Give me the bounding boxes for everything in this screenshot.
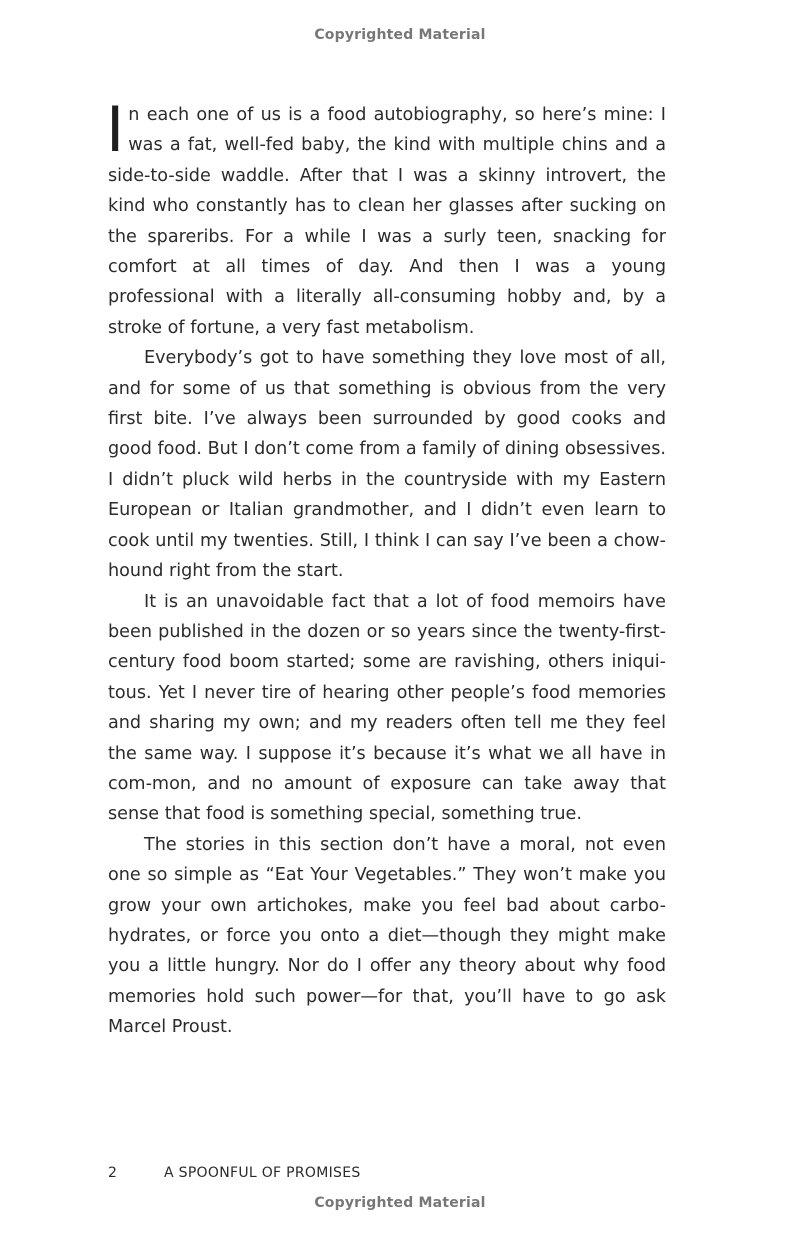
- paragraph-4: The stories in this section don’t have a moral, not even one so simple as “Eat Your Vegetables.” They won’t make you grow your own artichokes, make you feel bad about carbo-hydrates, or force you onto a diet—though they might make you a little hungry. Nor do I offer any theory about why food memories hold such power—for that, you’ll have to go ask Marcel Proust.: [108, 834, 666, 1038]
- paragraph-3: It is an unavoidable fact that a lot of food memoirs have been published in the dozen or so years since the twenty-first-century food boom started; some are ravishing, others iniqui-tous. Yet I never tire of hearing other people’s food memories and sharing my own; and my readers often tell me they feel the same way. I suppose it’s because it’s what we all have in com-mon, and no amount of exposure can take away that sense that food is something special, something true.: [108, 591, 666, 825]
- page-number: 2: [108, 1165, 118, 1181]
- paragraph-1: [106, 93, 666, 343]
- page-footer: [108, 1165, 361, 1181]
- running-title: A SPOONFUL OF PROMISES: [164, 1165, 361, 1181]
- drop-cap: I: [106, 93, 125, 166]
- body-text: [106, 93, 666, 1043]
- paragraph-1-text: n each one of us is a food autobiography, so here’s mine: I was a fat, well-fed baby, the kind with multiple chins and a side-to-side waddle. After that I was a skinny introvert, the kind who constantly has to clean her glasses after sucking on the spareribs. For a while I was a surly teen, snacking for comfort at all times of day. And then I was a young professional with a literally all-consuming hobby and, by a stroke of fortune, a very fast metabolism.: [108, 105, 666, 338]
- copyright-watermark-bottom: Copyrighted Material: [314, 1195, 486, 1211]
- paragraph-2: Everybody’s got to have something they love most of all, and for some of us that something is obvious from the very first bite. I’ve always been surrounded by good cooks and good food. But I don’t come from a family of dining obsessives. I didn’t pluck wild herbs in the countryside with my Eastern European or Italian grandmother, and I didn’t even learn to cook until my twenties. Still, I think I can say I’ve been a chow-hound right from the start.: [108, 348, 666, 582]
- copyright-watermark-top: Copyrighted Material: [314, 27, 486, 43]
